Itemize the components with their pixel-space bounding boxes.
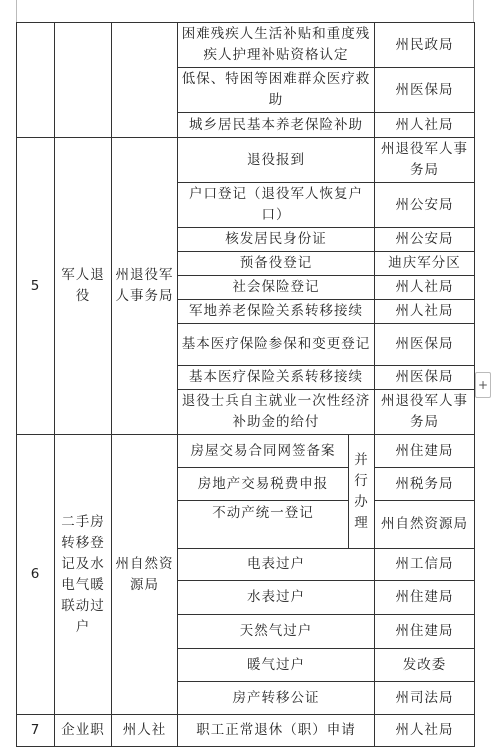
group-number: 6 (17, 435, 55, 715)
dept-cell: 州人社局 (375, 113, 475, 138)
num-cell (17, 23, 55, 138)
expand-plus-icon[interactable]: + (475, 372, 491, 398)
dept-cell: 州住建局 (375, 435, 475, 468)
dept-cell: 州司法局 (375, 682, 475, 715)
dept-cell: 州公安局 (375, 228, 475, 252)
item-cell: 不动产统一登记 (178, 501, 349, 549)
dept-cell: 州税务局 (375, 468, 475, 501)
name-cell (55, 23, 112, 138)
item-cell: 预备役登记 (178, 252, 375, 276)
dept-cell: 迪庆军分区 (375, 252, 475, 276)
group-name: 二手房转移登记及水电气暖联动过户 (55, 435, 112, 715)
item-cell: 房地产交易税费申报 (178, 468, 349, 501)
lead-cell (112, 23, 178, 138)
service-table (16, 22, 475, 747)
item-cell: 电表过户 (178, 549, 375, 581)
dept-cell: 州住建局 (375, 615, 475, 649)
dept-cell: 发改委 (375, 649, 475, 682)
dept-cell: 州人社局 (375, 276, 475, 300)
dept-cell: 州自然资源局 (375, 501, 475, 549)
item-cell: 退役士兵自主就业一次性经济补助金的给付 (178, 390, 375, 435)
dept-cell: 州医保局 (375, 366, 475, 390)
group-name: 企业职 (55, 715, 112, 747)
dept-cell: 州人社局 (375, 300, 475, 324)
dept-cell: 州工信局 (375, 549, 475, 581)
dept-cell: 州住建局 (375, 581, 475, 615)
item-cell: 户口登记（退役军人恢复户口） (178, 183, 375, 228)
table-row (17, 23, 475, 68)
item-cell: 核发居民身份证 (178, 228, 375, 252)
item-cell: 困难残疾人生活补贴和重度残疾人护理补贴资格认定 (178, 23, 375, 68)
group-lead-dept: 州人社 (112, 715, 178, 747)
item-cell: 房产转移公证 (178, 682, 375, 715)
dept-cell: 州退役军人事务局 (375, 138, 475, 183)
item-cell: 天然气过户 (178, 615, 375, 649)
group-number: 5 (17, 138, 55, 435)
group-lead-dept: 州退役军人事务局 (112, 138, 178, 435)
dept-cell: 州医保局 (375, 324, 475, 366)
parallel-label: 并行办理 (349, 435, 375, 549)
dept-cell: 州公安局 (375, 183, 475, 228)
item-cell: 基本医疗保险参保和变更登记 (178, 324, 375, 366)
dept-cell: 州人社局 (375, 715, 475, 747)
crop-mark-left (16, 0, 17, 22)
dept-cell: 州医保局 (375, 68, 475, 113)
table-row (17, 435, 475, 468)
crop-mark-right (473, 0, 474, 22)
item-cell: 退役报到 (178, 138, 375, 183)
item-cell: 基本医疗保险关系转移接续 (178, 366, 375, 390)
group-number: 7 (17, 715, 55, 747)
item-cell: 房屋交易合同网签备案 (178, 435, 349, 468)
item-cell: 水表过户 (178, 581, 375, 615)
dept-cell: 州退役军人事务局 (375, 390, 475, 435)
item-cell: 城乡居民基本养老保险补助 (178, 113, 375, 138)
group-lead-dept: 州自然资源局 (112, 435, 178, 715)
dept-cell: 州民政局 (375, 23, 475, 68)
item-cell: 军地养老保险关系转移接续 (178, 300, 375, 324)
table-row (17, 138, 475, 183)
group-name: 军人退役 (55, 138, 112, 435)
item-cell: 暖气过户 (178, 649, 375, 682)
table-row (17, 715, 475, 747)
item-cell: 低保、特困等困难群众医疗救助 (178, 68, 375, 113)
item-cell: 社会保险登记 (178, 276, 375, 300)
item-cell: 职工正常退休（职）申请 (178, 715, 375, 747)
